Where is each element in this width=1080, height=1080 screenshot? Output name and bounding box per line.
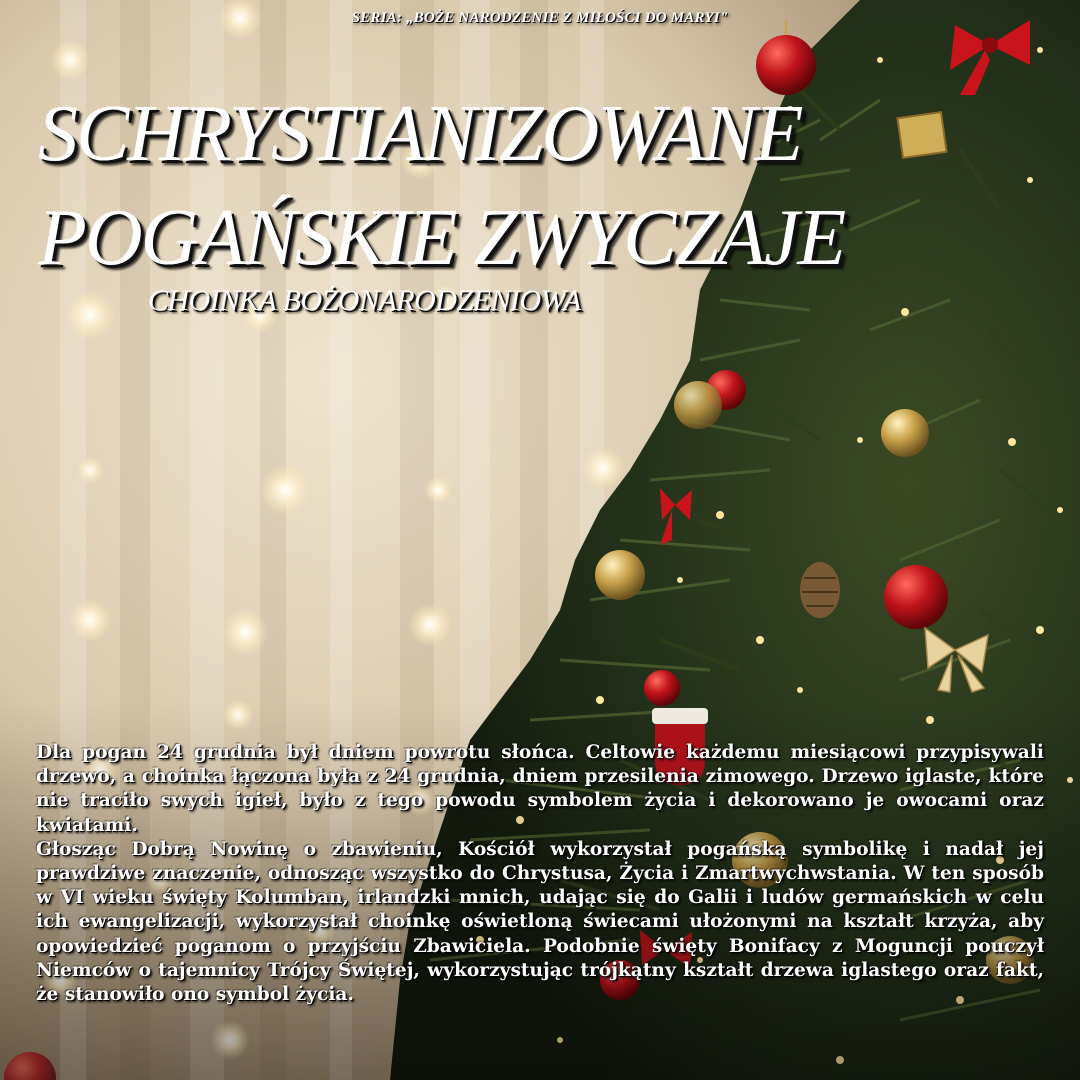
page-subtitle: CHOINKA BOŻONARODZENIOWA (148, 284, 581, 317)
paragraph-2: Głosząc Dobrą Nowinę o zbawieniu, Kościół wykorzystał pogańską symbolikę i nadał jej prawdziwe znaczenie, odnosząc wszystko do Chrystusa, Życia i Zmartwychwstania. W ten sposób w VI wieku święty Kolumban, irlandzki mnich, udając się do Galii i ludów germańskich w celu ich ewangelizacji, wykorzystał choinkę oświetloną świecami ułożonymi na kształt krzyża, aby opowiedzieć poganom o przyjściu Zbawiciela. Podobnie święty Bonifacy z Moguncji pouczył Niemców o tajemnicy Trójcy Świętej, wykorzystując trójkątny kształt drzewa iglastego oraz fakt, że stanowiło ono symbol życia. (36, 838, 1044, 1006)
gold-ornament (595, 550, 645, 600)
gold-ornament (674, 381, 722, 429)
series-header: SERIA: „BOŻE NARODZENIE Z MIŁOŚCI DO MARYI" (351, 10, 729, 26)
title-line-1: SCHRYSTIANIZOWANE (38, 90, 802, 178)
pine-cone (800, 562, 840, 618)
red-ornament (884, 565, 948, 629)
paragraph-1: Dla pogan 24 grudnia był dniem powrotu słońca. Celtowie każdemu miesiącowi przypisywali drzewo, a choinka łączona była z 24 grudnia, dniem przesilenia zimowego. Drzewo iglaste, które nie traciło swych igieł, było z tego powodu symbolem życia i dekorowano je owocami oraz kwiatami. (36, 742, 1044, 836)
gold-ornament (881, 409, 929, 457)
title-line-2: POGAŃSKIE ZWYCZAJE (38, 194, 845, 282)
page-title (38, 82, 978, 290)
body-text (36, 741, 1044, 1007)
